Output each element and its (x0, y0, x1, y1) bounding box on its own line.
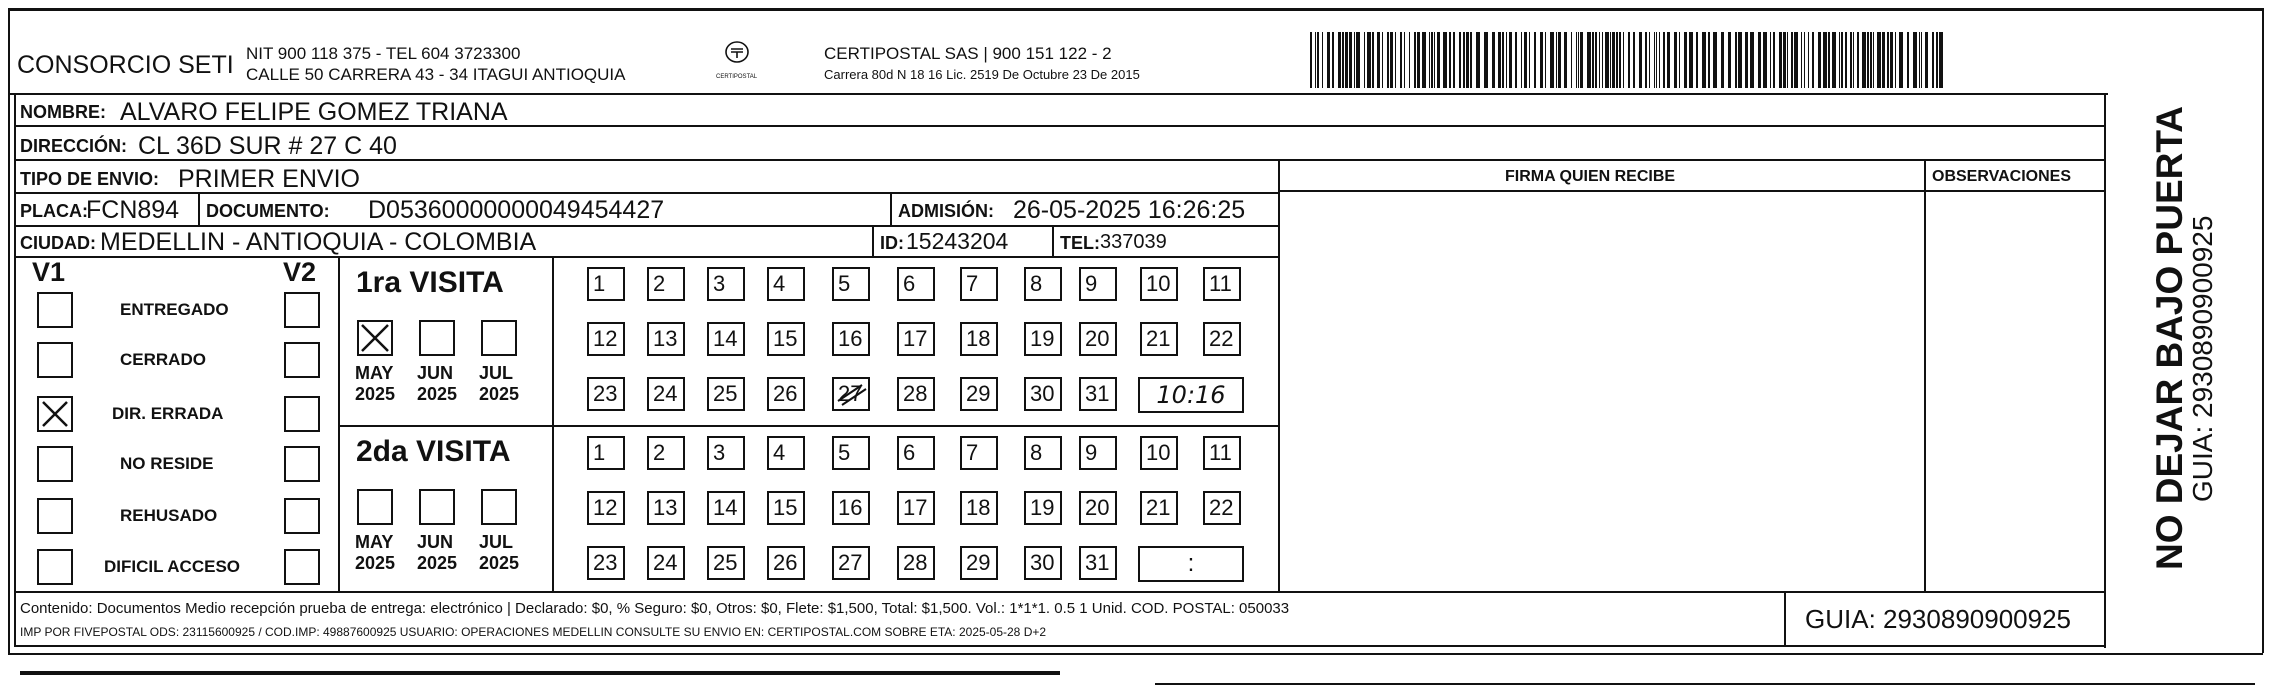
v2-checkbox[interactable] (284, 446, 320, 482)
barcode-bar (1812, 32, 1814, 88)
barcode-bar (1470, 32, 1472, 88)
barcode-bar (1564, 32, 1567, 88)
day-box[interactable]: 28 (897, 377, 935, 411)
day-box[interactable]: 13 (647, 491, 685, 525)
barcode-bar (1431, 32, 1433, 88)
barcode-bar (1654, 32, 1655, 88)
barcode-bar (1367, 32, 1371, 88)
ciudad-value: MEDELLIN - ANTIOQUIA - COLOMBIA (100, 228, 537, 256)
barcode-bar (1524, 32, 1527, 88)
barcode-bar (1332, 32, 1334, 88)
month-checkbox[interactable] (419, 320, 455, 356)
day-box[interactable]: 4 (767, 267, 805, 301)
nombre-value: ALVARO FELIPE GOMEZ TRIANA (120, 98, 508, 126)
day-box[interactable]: 6 (897, 267, 935, 301)
documento-divider (890, 192, 892, 225)
barcode-bar (1364, 32, 1365, 88)
barcode-bar (1735, 32, 1737, 88)
barcode-bar (1689, 32, 1693, 88)
barcode-bar (1578, 32, 1579, 88)
day-box[interactable]: 30 (1024, 546, 1062, 580)
barcode-bar (1773, 32, 1775, 88)
nit-line: NIT 900 118 375 - TEL 604 3723300 (246, 44, 521, 63)
day-box[interactable]: 15 (767, 322, 805, 356)
month-label: MAY (355, 532, 394, 552)
barcode-bar (1895, 32, 1896, 88)
day-box[interactable]: 21 (1140, 322, 1178, 356)
barcode-bar (1602, 32, 1603, 88)
barcode-bar (1619, 32, 1621, 88)
v1-checkbox[interactable] (37, 396, 73, 432)
day-box[interactable]: 3 (707, 436, 745, 470)
barcode-bar (1857, 32, 1859, 88)
status-label: REHUSADO (120, 506, 218, 525)
barcode-bar (1580, 32, 1583, 88)
barcode-bar (1890, 32, 1893, 88)
barcode-bar (1395, 32, 1396, 88)
v2-label: V2 (283, 257, 317, 287)
status-right-border (338, 256, 340, 591)
barcode-bar (1791, 32, 1793, 88)
v2-checkbox[interactable] (284, 549, 320, 585)
barcode (1310, 32, 1950, 90)
barcode-bar (1556, 32, 1557, 88)
barcode-bar (1342, 32, 1344, 88)
day-box[interactable]: 29 (960, 546, 998, 580)
month-checkbox[interactable] (357, 320, 393, 356)
barcode-bar (1913, 32, 1917, 88)
day-box[interactable]: 19 (1024, 491, 1062, 525)
barcode-bar (1599, 32, 1600, 88)
barcode-bar (1409, 32, 1410, 88)
status-label: CERRADO (120, 350, 206, 369)
barcode-bar (1453, 32, 1455, 88)
month-label: JUL (479, 363, 514, 383)
v2-checkbox[interactable] (284, 342, 320, 378)
barcode-bar (1502, 32, 1504, 88)
barcode-bar (1667, 32, 1670, 88)
day-box[interactable]: 27 (832, 377, 870, 411)
day-box[interactable]: 26 (767, 546, 805, 580)
v2-checkbox[interactable] (284, 498, 320, 534)
day-box[interactable]: 16 (832, 491, 870, 525)
day-box[interactable]: 13 (647, 322, 685, 356)
footer-guia: GUIA: 2930890900925 (1805, 604, 2071, 634)
license-line: Carrera 80d N 18 16 Lic. 2519 De Octubre 23 De 2015 (824, 67, 1140, 82)
barcode-bar (1862, 32, 1866, 88)
day-box[interactable]: 1 (587, 436, 625, 470)
barcode-bar (1449, 32, 1451, 88)
barcode-bar (1794, 32, 1798, 88)
barcode-bar (1808, 32, 1809, 88)
side-guia: GUIA: 2930890900925 (2187, 215, 2218, 502)
day-box[interactable]: 19 (1024, 322, 1062, 356)
day-box[interactable]: 4 (767, 436, 805, 470)
address-line: CALLE 50 CARRERA 43 - 34 ITAGUI ANTIOQUIA (246, 65, 626, 84)
certipostal-line: CERTIPOSTAL SAS | 900 151 122 - 2 (824, 44, 1112, 63)
barcode-bar (1377, 32, 1380, 88)
month-year-label: 2025 (417, 384, 458, 404)
footer-guia-divider (1784, 591, 1786, 645)
barcode-bar (1529, 32, 1530, 88)
barcode-bar (1770, 32, 1771, 88)
barcode-bar (1645, 32, 1647, 88)
day-box[interactable]: 7 (960, 436, 998, 470)
obs-left-border (1924, 159, 1926, 591)
month-year-label: 2025 (479, 553, 520, 573)
firma-label: FIRMA QUIEN RECIBE (1505, 168, 1676, 185)
barcode-bar (1400, 32, 1402, 88)
month-year-label: 2025 (479, 384, 520, 404)
day-box[interactable]: 27 (832, 546, 870, 580)
day-box[interactable]: 2 (647, 267, 685, 301)
barcode-bar (1787, 32, 1788, 88)
barcode-bar (1417, 32, 1420, 88)
day-box[interactable]: 24 (647, 546, 685, 580)
barcode-bar (1684, 32, 1687, 88)
form-right-border (2104, 93, 2106, 648)
day-box[interactable]: 29 (960, 377, 998, 411)
placa-value: FCN894 (86, 196, 180, 224)
footer-bottom-rule (14, 645, 2104, 647)
barcode-bar (1521, 32, 1522, 88)
day-box[interactable]: 25 (707, 377, 745, 411)
barcode-bar (1587, 32, 1591, 88)
barcode-bar (1932, 32, 1934, 88)
barcode-bar (1509, 32, 1512, 88)
barcode-bar (1882, 32, 1885, 88)
day-box[interactable]: 31 (1079, 546, 1117, 580)
barcode-bar (1899, 32, 1903, 88)
barcode-bar (1534, 32, 1536, 88)
row-rule-4 (14, 225, 1278, 227)
barcode-bar (1738, 32, 1742, 88)
barcode-bar (1605, 32, 1609, 88)
status-label: DIR. ERRADA (112, 404, 224, 423)
visit-divider (338, 425, 1278, 427)
day-box[interactable]: 22 (1203, 322, 1241, 356)
day-box[interactable]: 20 (1079, 491, 1117, 525)
barcode-bar (1443, 32, 1447, 88)
barcode-bar (1708, 32, 1710, 88)
day-box[interactable]: 26 (767, 377, 805, 411)
footer-content-line: Contenido: Documentos Medio recepción prueba de entrega: electrónico | Declarado: $0, % Seguro: $0, Otros: $0, Flete: $1,500, Total: $1,500. Vol.: 1*1*1. 0.5 1 Unid. COD. POSTAL: 050033 (20, 600, 1290, 617)
barcode-bar (1839, 32, 1840, 88)
barcode-bar (1515, 32, 1517, 88)
barcode-bar (1939, 32, 1943, 88)
left-border (8, 8, 10, 653)
barcode-bar (1466, 32, 1469, 88)
barcode-bar (1327, 32, 1330, 88)
barcode-bar (1887, 32, 1889, 88)
barcode-bar (1850, 32, 1852, 88)
barcode-bar (1750, 32, 1754, 88)
month-label: JUN (417, 363, 454, 383)
barcode-bar (1919, 32, 1920, 88)
logo-text: CERTIPOSTAL (716, 74, 758, 80)
visit-time-box[interactable]: 10:16 (1138, 377, 1244, 413)
barcode-bar (1639, 32, 1642, 88)
firma-left-border (1278, 159, 1280, 591)
barcode-bar (1783, 32, 1786, 88)
day-box[interactable]: 14 (707, 322, 745, 356)
v1-checkbox[interactable] (37, 549, 73, 585)
barcode-bar (1663, 32, 1665, 88)
barcode-bar (1616, 32, 1618, 88)
barcode-bar (1429, 32, 1430, 88)
barcode-bar (1610, 32, 1611, 88)
barcode-bar (1713, 32, 1717, 88)
day-box[interactable]: 9 (1079, 436, 1117, 470)
footer-top-rule (14, 591, 2104, 593)
status-label: NO RESIDE (120, 454, 214, 473)
barcode-bar (1322, 32, 1323, 88)
day-box[interactable]: 9 (1079, 267, 1117, 301)
day-box[interactable]: 16 (832, 322, 870, 356)
month-checkbox[interactable] (481, 320, 517, 356)
barcode-bar (1845, 32, 1847, 88)
row-rule-5 (14, 256, 1278, 258)
v1-checkbox[interactable] (37, 446, 73, 482)
tipo-label: TIPO DE ENVIO: (20, 169, 160, 189)
header-rule (8, 93, 2108, 95)
admision-value: 26-05-2025 16:26:25 (1013, 196, 1246, 224)
barcode-bar (1656, 32, 1657, 88)
barcode-bar (1818, 32, 1821, 88)
company-name: CONSORCIO SETI (17, 51, 234, 79)
barcode-bar (1649, 32, 1650, 88)
day-box[interactable]: 6 (897, 436, 935, 470)
barcode-bar (1728, 32, 1731, 88)
barcode-bar (1633, 32, 1635, 88)
barcode-bar (1921, 32, 1922, 88)
day-box[interactable]: 30 (1024, 377, 1062, 411)
tipo-value: PRIMER ENVIO (178, 165, 360, 193)
barcode-bar (1422, 32, 1426, 88)
day-box[interactable]: 8 (1024, 267, 1062, 301)
nombre-label: NOMBRE: (20, 102, 106, 122)
barcode-bar (1877, 32, 1881, 88)
day-handwritten-mark (832, 377, 870, 411)
barcode-bar (1576, 32, 1577, 88)
barcode-bar (1571, 32, 1572, 88)
barcode-bar (1870, 32, 1872, 88)
status-label: ENTREGADO (120, 300, 229, 319)
barcode-bar (1404, 32, 1405, 88)
barcode-bar (1841, 32, 1843, 88)
side-warning: NO DEJAR BAJO PUERTA (2149, 106, 2190, 570)
firma-header-rule (1278, 190, 2104, 192)
day-box[interactable]: 12 (587, 322, 625, 356)
month-label: JUL (479, 532, 514, 552)
barcode-bar (1506, 32, 1507, 88)
month-checkbox[interactable] (481, 489, 517, 525)
day-box[interactable]: 28 (897, 546, 935, 580)
barcode-bar (1674, 32, 1677, 88)
barcode-bar (1484, 32, 1488, 88)
barcode-bar (1345, 32, 1348, 88)
barcode-bar (1414, 32, 1416, 88)
day-box[interactable]: 11 (1203, 436, 1241, 470)
tel-label: TEL: (1060, 233, 1100, 253)
tel-value: 337039 (1100, 231, 1167, 253)
day-box[interactable]: 24 (647, 377, 685, 411)
barcode-bar (1628, 32, 1630, 88)
barcode-bar (1315, 32, 1316, 88)
top-border (8, 8, 2263, 11)
form-left-border (14, 93, 16, 595)
id-label: ID: (880, 233, 904, 253)
barcode-bar (1853, 32, 1854, 88)
barcode-bar (1832, 32, 1836, 88)
status-label: DIFICIL ACCESO (104, 557, 241, 576)
month-year-label: 2025 (355, 553, 396, 573)
day-box[interactable]: 22 (1203, 491, 1241, 525)
day-box[interactable]: 23 (587, 377, 625, 411)
barcode-bar (1679, 32, 1680, 88)
barcode-bar (1434, 32, 1435, 88)
barcode-bar (1317, 32, 1319, 88)
day-box[interactable]: 7 (960, 267, 998, 301)
barcode-bar (1349, 32, 1352, 88)
certipostal-logo-icon (722, 40, 752, 64)
v1-label: V1 (32, 257, 66, 287)
placa-label: PLACA: (20, 201, 88, 221)
ciudad-divider (872, 225, 874, 256)
admision-label: ADMISIÓN: (898, 201, 994, 221)
barcode-bar (1558, 32, 1561, 88)
day-box[interactable]: 14 (707, 491, 745, 525)
barcode-bar (1592, 32, 1594, 88)
day-box[interactable]: 1 (587, 267, 625, 301)
documento-value: D05360000000049454427 (368, 196, 665, 224)
barcode-bar (1758, 32, 1761, 88)
month-checkbox[interactable] (357, 489, 393, 525)
bottom-border (8, 653, 2263, 655)
day-box[interactable]: 10 (1140, 436, 1178, 470)
day-box[interactable]: 3 (707, 267, 745, 301)
barcode-bar (1390, 32, 1393, 88)
day-box[interactable]: 5 (832, 267, 870, 301)
visit-time-box[interactable]: : (1138, 546, 1244, 582)
day-box[interactable]: 18 (960, 322, 998, 356)
month-year-label: 2025 (417, 553, 458, 573)
barcode-bar (1540, 32, 1543, 88)
barcode-bar (1310, 32, 1312, 88)
barcode-bar (1492, 32, 1495, 88)
barcode-bar (1801, 32, 1802, 88)
day-box[interactable]: 23 (587, 546, 625, 580)
day-box[interactable]: 17 (897, 322, 935, 356)
barcode-bar (1623, 32, 1624, 88)
day-box[interactable]: 12 (587, 491, 625, 525)
direccion-value: CL 36D SUR # 27 C 40 (138, 132, 397, 160)
day-box[interactable]: 20 (1079, 322, 1117, 356)
day-box[interactable]: 31 (1079, 377, 1117, 411)
footer-print-line: IMP POR FIVEPOSTAL ODS: 23115600925 / COD.IMP: 49887600925 USUARIO: OPERACIONES MEDELLIN CONSULTE SU ENVIO EN: CERTIPOSTAL.COM SOBRE ETA: 2025-05-28 D+2 (20, 625, 1047, 639)
barcode-bar (1936, 32, 1938, 88)
barcode-bar (1925, 32, 1928, 88)
barcode-bar (1387, 32, 1389, 88)
v1-checkbox[interactable] (37, 292, 73, 328)
barcode-bar (1659, 32, 1660, 88)
barcode-bar (1745, 32, 1748, 88)
barcode-bar (1828, 32, 1830, 88)
placa-divider (198, 192, 200, 225)
barcode-bar (1463, 32, 1465, 88)
month-checkbox[interactable] (419, 489, 455, 525)
month-label: JUN (417, 532, 454, 552)
barcode-bar (1459, 32, 1461, 88)
barcode-bar (1702, 32, 1706, 88)
day-box[interactable]: 15 (767, 491, 805, 525)
observaciones-label: OBSERVACIONES (1932, 168, 2071, 185)
day-box[interactable]: 21 (1140, 491, 1178, 525)
barcode-bar (1804, 32, 1805, 88)
day-box[interactable]: 18 (960, 491, 998, 525)
ciudad-label: CIUDAD: (20, 233, 96, 253)
v1-checkbox[interactable] (37, 498, 73, 534)
barcode-bar (1763, 32, 1767, 88)
barcode-bar (1823, 32, 1827, 88)
barcode-bar (1550, 32, 1554, 88)
barcode-bar (1873, 32, 1874, 88)
footer-left-border (14, 591, 16, 645)
day-box[interactable]: 25 (707, 546, 745, 580)
month-label: MAY (355, 363, 394, 383)
right-border (2262, 8, 2264, 653)
month-year-label: 2025 (355, 384, 396, 404)
barcode-bar (1721, 32, 1724, 88)
barcode-bar (1612, 32, 1615, 88)
day-box[interactable]: 8 (1024, 436, 1062, 470)
barcode-bar (1779, 32, 1782, 88)
barcode-bar (1356, 32, 1360, 88)
barcode-bar (1382, 32, 1383, 88)
barcode-bar (1437, 32, 1440, 88)
barcode-bar (1476, 32, 1480, 88)
v1-checkbox[interactable] (37, 342, 73, 378)
barcode-bar (1595, 32, 1597, 88)
documento-label: DOCUMENTO: (206, 201, 330, 221)
id-divider (1052, 225, 1054, 256)
day-box[interactable]: 11 (1203, 267, 1241, 301)
v2-checkbox[interactable] (284, 396, 320, 432)
barcode-bar (1696, 32, 1698, 88)
visit-title: 2da VISITA (356, 435, 511, 468)
visit-title: 1ra VISITA (356, 266, 504, 299)
barcode-bar (1338, 32, 1341, 88)
day-box[interactable]: 5 (832, 436, 870, 470)
v2-checkbox[interactable] (284, 292, 320, 328)
direccion-label: DIRECCIÓN: (20, 136, 127, 156)
barcode-bar (1354, 32, 1355, 88)
barcode-bar (1867, 32, 1869, 88)
cut-line-left (20, 671, 1060, 675)
barcode-bar (1372, 32, 1374, 88)
id-value: 15243204 (906, 228, 1009, 254)
barcode-bar (1907, 32, 1909, 88)
cut-line-right (1155, 683, 2255, 685)
day-box[interactable]: 17 (897, 491, 935, 525)
visit-months-divider (552, 256, 554, 591)
barcode-bar (1545, 32, 1546, 88)
barcode-bar (1498, 32, 1501, 88)
day-box[interactable]: 10 (1140, 267, 1178, 301)
day-box[interactable]: 2 (647, 436, 685, 470)
